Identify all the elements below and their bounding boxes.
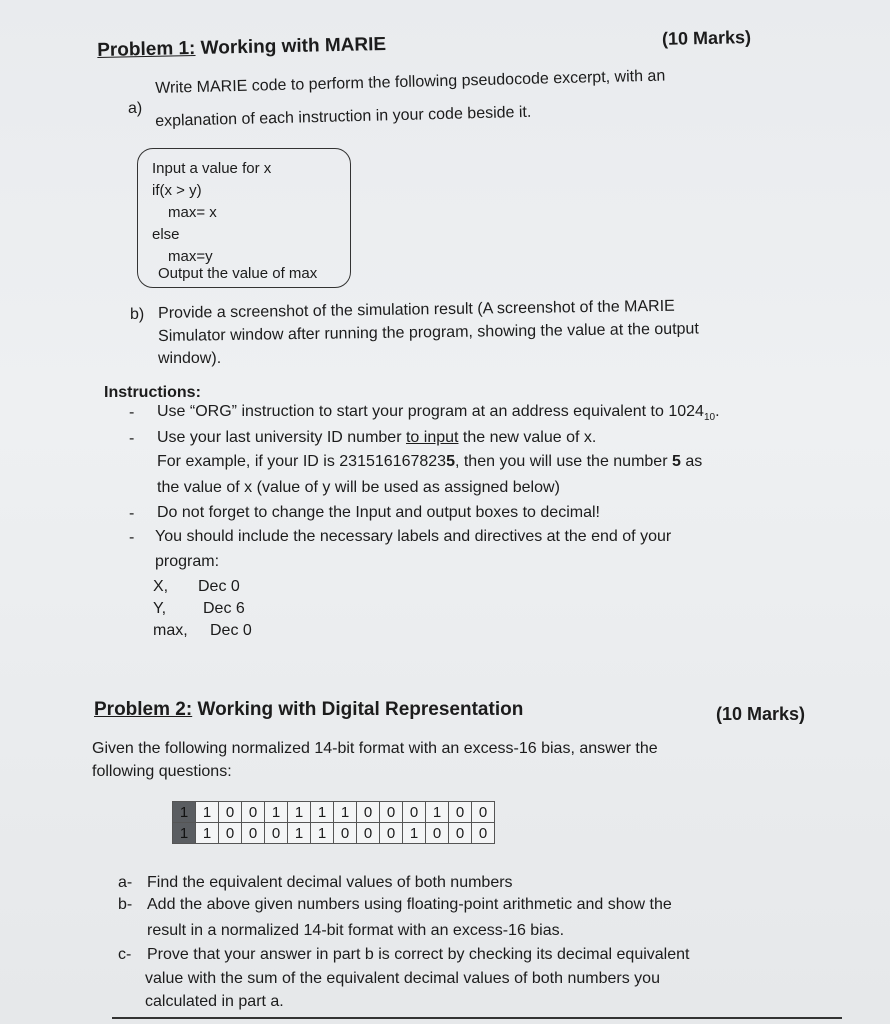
- bit-cell: 1: [173, 802, 196, 823]
- bullet-dash: -: [129, 430, 135, 447]
- problem1-title-prefix: Problem 1:: [97, 37, 196, 61]
- bit-cell: 1: [288, 802, 311, 823]
- problem2-intro-line1: Given the following normalized 14-bit format with an excess-16 bias, answer the: [92, 740, 658, 757]
- question-a: Find the equivalent decimal values of both numbers: [147, 874, 513, 891]
- instruction-2-pre: Use your last university ID number: [157, 429, 406, 446]
- problem2-marks: (10 Marks): [716, 704, 806, 724]
- question-b-label: b-: [118, 896, 133, 913]
- bit-cell: 0: [472, 823, 495, 844]
- bit-cell: 0: [449, 823, 472, 844]
- part-b-line3: window).: [158, 350, 222, 367]
- problem1-title-rest: Working with MARIE: [195, 33, 387, 59]
- bullet-dash: -: [129, 529, 135, 546]
- question-c-line3: calculated in part a.: [145, 993, 284, 1010]
- bit-cell: 0: [219, 802, 242, 823]
- problem2-title-rest: Working with Digital Representation: [192, 699, 524, 720]
- bit-cell: 1: [311, 823, 334, 844]
- pseudocode-line: Input a value for x: [152, 160, 272, 177]
- bit-cell: 0: [380, 823, 403, 844]
- instruction-2-line2: [157, 453, 702, 471]
- instruction-1: [157, 403, 720, 423]
- instruction-1-text: Use “ORG” instruction to start your program at an address equivalent to 1024: [157, 403, 704, 420]
- problem1-marks: (10 Marks): [661, 27, 752, 49]
- part-b-line2: Simulator window after running the program, showing the value at the output: [158, 320, 699, 345]
- instructions-heading: Instructions:: [104, 384, 201, 401]
- bit-cell: 1: [334, 802, 357, 823]
- instruction-4-line1: You should include the necessary labels and directives at the end of your: [155, 528, 672, 545]
- question-c-line1: Prove that your answer in part b is correct by checking its decimal equivalent: [147, 946, 690, 963]
- instruction-2-underlined: to input: [405, 429, 459, 446]
- bit-cell: 1: [196, 823, 219, 844]
- bit-cell: 0: [242, 802, 265, 823]
- question-a-label: a-: [118, 874, 133, 891]
- part-a-line1: Write MARIE code to perform the following pseudocode excerpt, with an: [155, 67, 666, 97]
- bit-cell: 1: [196, 802, 219, 823]
- label-directive: Dec 0: [210, 622, 252, 639]
- part-b-line1: Provide a screenshot of the simulation result (A screenshot of the MARIE: [158, 297, 675, 322]
- pseudocode-line: else: [152, 226, 180, 243]
- question-b-line1: Add the above given numbers using floating-point arithmetic and show the: [147, 896, 672, 913]
- bit-cell: 1: [265, 802, 288, 823]
- pseudocode-box: [137, 148, 351, 288]
- bit-cell: 0: [242, 823, 265, 844]
- instruction-2-l2-post: as: [680, 453, 703, 470]
- question-c-label: c-: [118, 946, 132, 963]
- instruction-4-line2: program:: [155, 553, 220, 570]
- bit-cell: 0: [449, 802, 472, 823]
- bullet-dash: -: [129, 505, 135, 522]
- instruction-2-l2-mid: , then you will use the number: [454, 453, 672, 470]
- part-b-label: b): [130, 306, 145, 323]
- bit-cell: 0: [357, 823, 380, 844]
- instruction-3: Do not forget to change the Input and output boxes to decimal!: [157, 504, 600, 521]
- bit-cell: 1: [288, 823, 311, 844]
- instruction-2-l2-pre: For example, if your ID is 231516167823: [157, 453, 447, 470]
- bit-cell: 0: [472, 802, 495, 823]
- problem2-title: [94, 699, 523, 721]
- question-b-line2: result in a normalized 14-bit format with an excess-16 bias.: [147, 922, 565, 939]
- label-name: max,: [153, 622, 188, 639]
- bit-row-2: [173, 823, 495, 844]
- question-c-line2: value with the sum of the equivalent decimal values of both numbers you: [145, 970, 660, 987]
- instruction-1-end: .: [715, 403, 720, 420]
- bit-cell: 0: [219, 823, 242, 844]
- pseudocode-line: if(x > y): [152, 182, 202, 199]
- bit-cell: 0: [380, 802, 403, 823]
- problem1-title: [97, 34, 386, 62]
- part-a-line2: explanation of each instruction in your code beside it.: [155, 103, 532, 130]
- bit-cell: 1: [311, 802, 334, 823]
- bottom-rule: [112, 1017, 842, 1019]
- bit-cell: 1: [173, 823, 196, 844]
- bit-cell: 0: [357, 802, 380, 823]
- bit-row-1: [173, 802, 495, 823]
- label-name: Y,: [153, 600, 167, 617]
- label-directive: Dec 6: [203, 600, 245, 617]
- problem2-title-prefix: Problem 2:: [94, 699, 193, 720]
- label-directive: Dec 0: [198, 578, 240, 595]
- instruction-2: [157, 429, 596, 447]
- instruction-2-post: the new value of x.: [458, 429, 597, 446]
- bit-cell: 1: [426, 802, 449, 823]
- label-name: X,: [153, 578, 169, 595]
- instruction-2-l2-bold2: 5: [671, 453, 681, 470]
- pseudocode-line: max=y: [168, 248, 213, 265]
- instruction-2-l2-bold: 5: [446, 453, 455, 470]
- bit-grid: [172, 801, 495, 844]
- part-a-label: a): [128, 100, 143, 117]
- bit-cell: 0: [265, 823, 288, 844]
- bit-cell: 0: [334, 823, 357, 844]
- instruction-2-line3: the value of x (value of y will be used as assigned below): [157, 479, 560, 496]
- bullet-dash: -: [129, 404, 135, 421]
- bit-cell: 0: [426, 823, 449, 844]
- bit-cell: 0: [403, 802, 426, 823]
- bit-cell: 1: [403, 823, 426, 844]
- problem2-intro-line2: following questions:: [92, 763, 232, 780]
- pseudocode-line: Output the value of max: [158, 265, 318, 282]
- instruction-1-subscript: 10: [703, 412, 716, 424]
- pseudocode-line: max= x: [168, 204, 217, 221]
